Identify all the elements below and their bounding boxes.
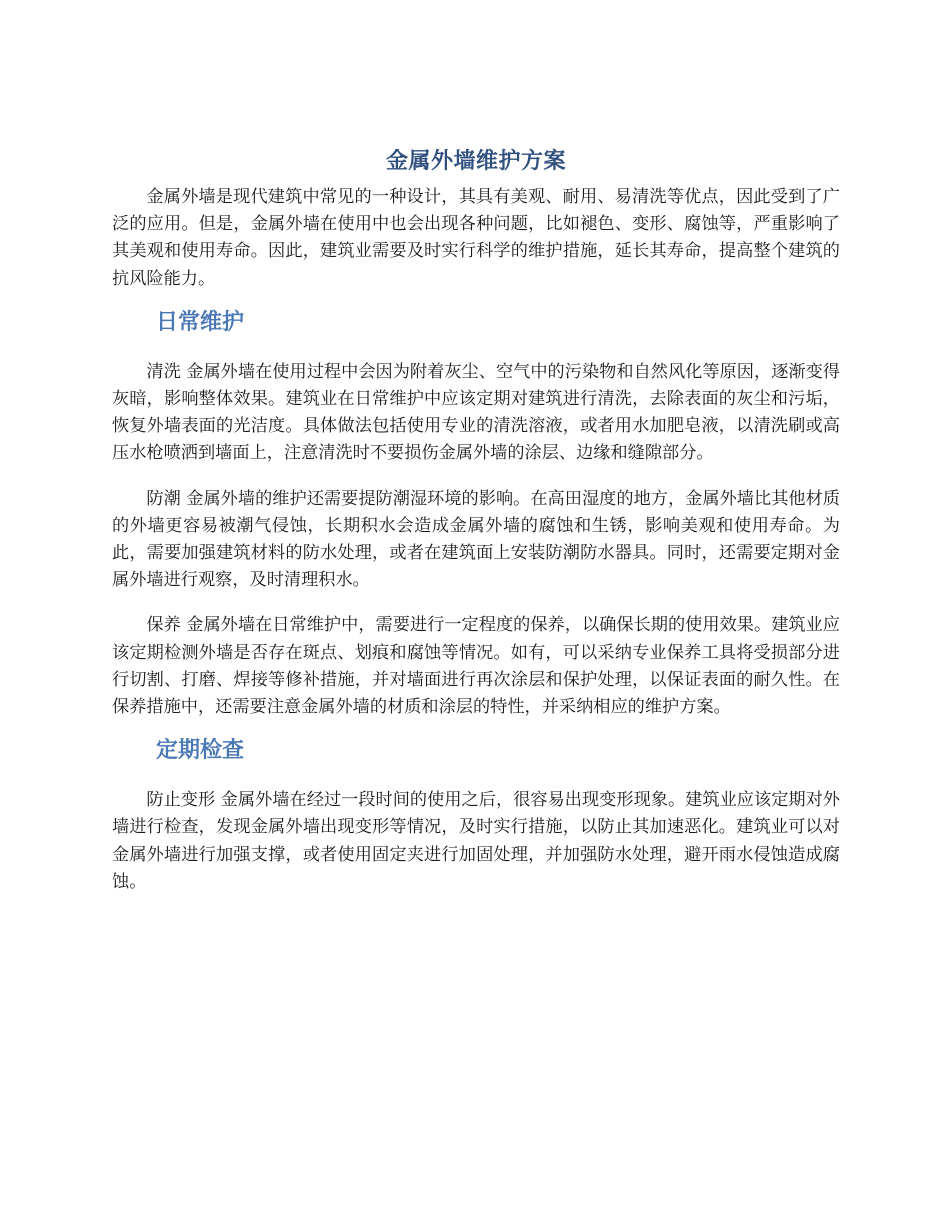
section-heading-periodic-inspection: 定期检查	[156, 738, 245, 764]
paragraph-cleaning: 清洗 金属外墙在使用过程中会因为附着灰尘、空气中的污染物和自然风化等原因，逐渐变得灰暗，影响整体效果。建筑业在日常维护中应该定期对建筑进行清洗，去除表面的灰尘和污垢，恢复外墙表面的光洁度。具体做法包括使用专业的清洗溶液，或者用水加肥皂液，以清洗刷或高压水枪喷洒到墙面上，注意清洗时不要损伤金属外墙的涂层、边缘和缝隙部分。	[112, 361, 840, 464]
section-heading-daily-maintenance: 日常维护	[156, 309, 245, 335]
document-body	[112, 144, 840, 896]
paragraph-deformation-prevention: 防止变形 金属外墙在经过一段时间的使用之后，很容易出现变形现象。建筑业应该定期对外墙进行检查，发现金属外墙出现变形等情况，及时实行措施，以防止其加速恶化。建筑业可以对金属外墙进行加强支撑，或者使用固定夹进行加固处理，并加强防水处理，避开雨水侵蚀造成腐蚀。	[112, 790, 840, 892]
document-title: 金属外墙维护方案	[385, 149, 566, 174]
paragraph-moisture-proofing: 防潮 金属外墙的维护还需要提防潮湿环境的影响。在高田湿度的地方，金属外墙比其他材质的外墙更容易被潮气侵蚀，长期积水会造成金属外墙的腐蚀和生锈，影响美观和使用寿命。为此，需要加强建筑材料的防水处理，或者在建筑面上安装防潮防水器具。同时，还需要定期对金属外墙进行观察，及时清理积水。	[112, 488, 840, 591]
paragraph-upkeep: 保养 金属外墙在日常维护中，需要进行一定程度的保养，以确保长期的使用效果。建筑业应该定期检测外墙是否存在斑点、划痕和腐蚀等情况。如有，可以采纳专业保养工具将受损部分进行切割、打磨、焊接等修补措施，并对墙面进行再次涂层和保护处理，以保证表面的耐久性。在保养措施中，还需要注意金属外墙的材质和涂层的特性，并采纳相应的维护方案。	[112, 615, 840, 718]
intro-paragraph: 金属外墙是现代建筑中常见的一种设计，其具有美观、耐用、易清洗等优点，因此受到了广泛的应用。但是，金属外墙在使用中也会出现各种问题，比如褪色、变形、腐蚀等，严重影响了其美观和使用寿命。因此，建筑业需要及时实行科学的维护措施，延长其寿命，提高整个建筑的抗风险能力。	[112, 187, 840, 289]
